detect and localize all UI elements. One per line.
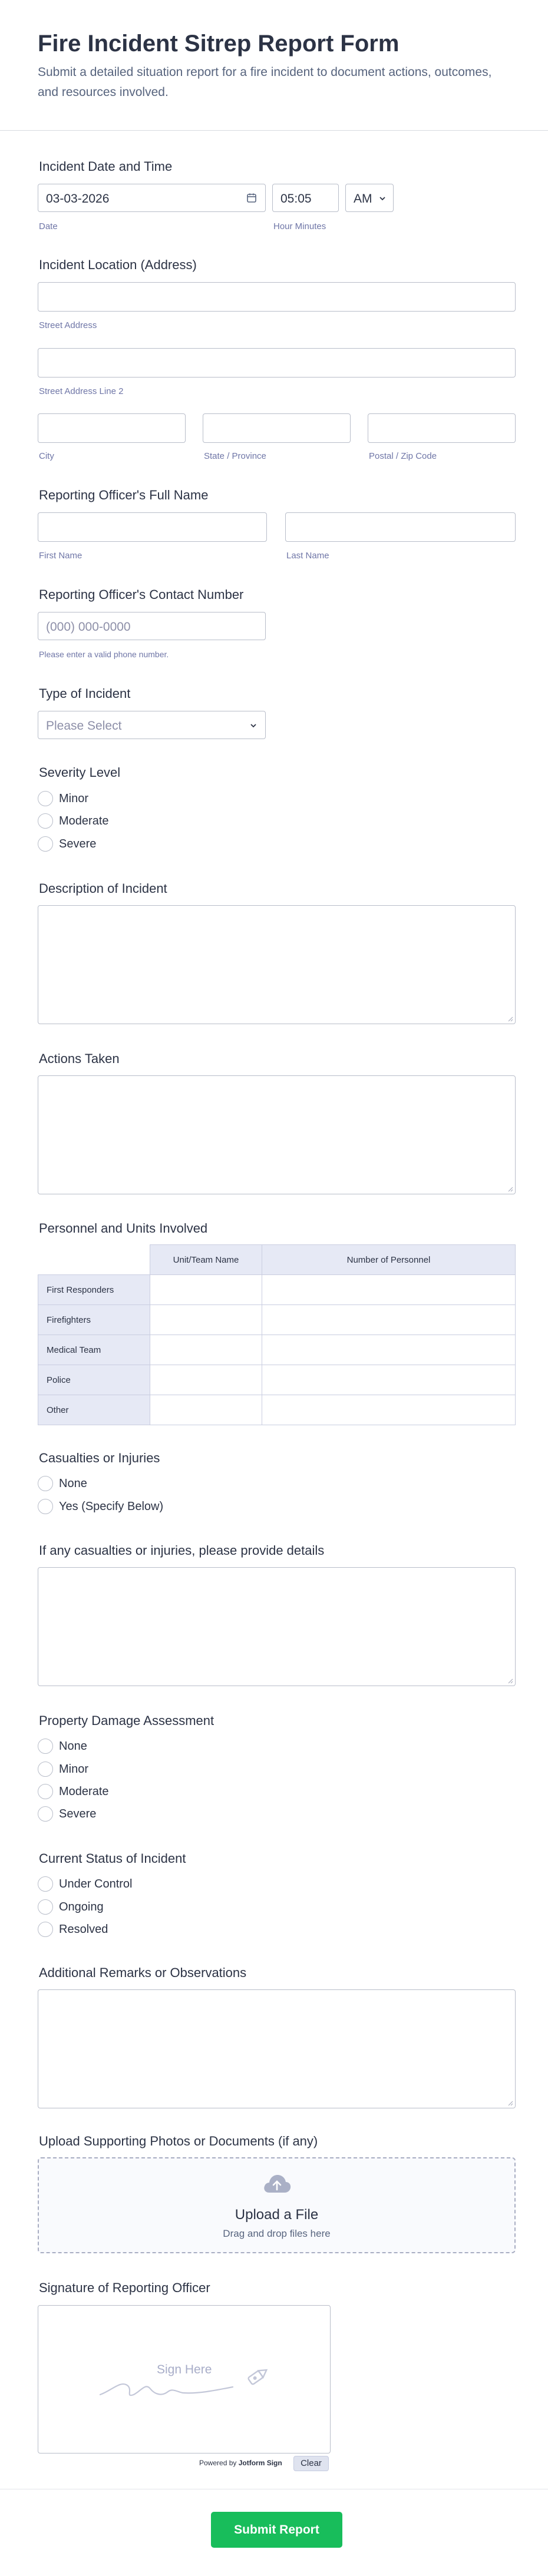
matrix-cell[interactable] — [262, 1365, 516, 1395]
radio-button[interactable] — [38, 1922, 53, 1937]
radio-button[interactable] — [38, 1784, 53, 1799]
officer-phone-label: Reporting Officer's Contact Number — [39, 587, 244, 602]
remarks-textarea[interactable] — [38, 1989, 516, 2108]
first-name-input[interactable] — [38, 512, 267, 542]
powered-by-text — [199, 2459, 282, 2467]
officer-name-label: Reporting Officer's Full Name — [39, 488, 209, 502]
matrix-row-header: Other — [38, 1395, 150, 1425]
matrix-cell[interactable] — [262, 1395, 516, 1425]
description-textarea[interactable] — [38, 905, 516, 1024]
street-address-input[interactable] — [38, 282, 516, 312]
city-sublabel: City — [39, 451, 54, 461]
casualty-details-textarea[interactable] — [38, 1567, 516, 1686]
table-row — [38, 1275, 516, 1305]
casualties-label: Casualties or Injuries — [39, 1451, 160, 1465]
time-sublabel: Hour Minutes — [273, 221, 326, 231]
radio-label: Ongoing — [59, 1900, 104, 1913]
radio-button[interactable] — [38, 1476, 53, 1491]
radio-label: None — [59, 1477, 87, 1490]
radio-button[interactable] — [38, 836, 53, 852]
matrix-cell[interactable] — [150, 1275, 262, 1305]
calendar-icon[interactable] — [246, 193, 257, 203]
table-row — [38, 1335, 516, 1365]
resize-handle-icon[interactable] — [507, 1016, 513, 1022]
radio-button[interactable] — [38, 1899, 53, 1915]
matrix-cell[interactable] — [262, 1305, 516, 1335]
chevron-down-icon — [250, 721, 257, 732]
phone-input[interactable] — [38, 612, 266, 640]
incident-type-select[interactable] — [38, 711, 266, 739]
radio-label: Severe — [59, 837, 97, 850]
description-label: Description of Incident — [39, 881, 167, 896]
matrix-row-header: Police — [38, 1365, 150, 1395]
remarks-label: Additional Remarks or Observations — [39, 1965, 247, 1980]
radio-label: Under Control — [59, 1878, 133, 1890]
matrix-corner — [38, 1245, 150, 1275]
radio-label: None — [59, 1740, 87, 1753]
time-input[interactable] — [272, 184, 339, 212]
date-input[interactable] — [38, 184, 266, 212]
radio-label: Yes (Specify Below) — [59, 1500, 164, 1513]
matrix-cell[interactable] — [262, 1335, 516, 1365]
time-value: 05:05 — [280, 192, 312, 206]
radio-label: Minor — [59, 1763, 89, 1776]
matrix-row-header: Medical Team — [38, 1335, 150, 1365]
actions-textarea[interactable] — [38, 1075, 516, 1194]
date-sublabel: Date — [39, 221, 58, 231]
last-name-input[interactable] — [285, 512, 516, 542]
signature-placeholder: Sign Here — [157, 2363, 212, 2376]
street-address-2-input[interactable] — [38, 348, 516, 378]
zip-input[interactable] — [368, 413, 516, 443]
resize-handle-icon[interactable] — [507, 1186, 513, 1192]
personnel-matrix — [38, 1244, 516, 1425]
form-header — [0, 0, 548, 131]
incident-type-label: Type of Incident — [39, 686, 131, 701]
matrix-column-header: Unit/Team Name — [150, 1245, 262, 1275]
date-value: 03-03-2026 — [46, 192, 110, 206]
matrix-row-header: Firefighters — [38, 1305, 150, 1335]
matrix-cell[interactable] — [150, 1305, 262, 1335]
powered-by-prefix: Powered by — [199, 2459, 239, 2467]
signature-label: Signature of Reporting Officer — [39, 2280, 210, 2295]
matrix-cell[interactable] — [150, 1365, 262, 1395]
powered-by-brand: Jotform Sign — [238, 2459, 282, 2467]
matrix-row-header: First Responders — [38, 1275, 150, 1305]
personnel-label: Personnel and Units Involved — [39, 1221, 208, 1236]
resize-handle-icon[interactable] — [507, 1678, 513, 1684]
upload-title: Upload a File — [235, 2207, 319, 2223]
city-input[interactable] — [38, 413, 186, 443]
resize-handle-icon[interactable] — [507, 2100, 513, 2106]
phone-sublabel: Please enter a valid phone number. — [39, 650, 169, 659]
table-row — [38, 1395, 516, 1425]
file-upload-dropzone[interactable] — [38, 2157, 516, 2253]
last-name-sublabel: Last Name — [286, 551, 329, 561]
severity-label: Severity Level — [39, 765, 121, 780]
radio-label: Moderate — [59, 814, 109, 827]
matrix-cell[interactable] — [262, 1275, 516, 1305]
radio-button[interactable] — [38, 1739, 53, 1754]
property-damage-label: Property Damage Assessment — [39, 1713, 214, 1728]
location-label: Incident Location (Address) — [39, 257, 197, 272]
matrix-cell[interactable] — [150, 1395, 262, 1425]
casualty-details-label: If any casualties or injuries, please provide details — [39, 1543, 325, 1558]
clear-signature-button[interactable]: Clear — [293, 2456, 329, 2471]
radio-button[interactable] — [38, 1876, 53, 1892]
radio-label: Minor — [59, 792, 89, 805]
incident-type-placeholder: Please Select — [46, 719, 122, 733]
zip-sublabel: Postal / Zip Code — [369, 451, 437, 461]
actions-label: Actions Taken — [39, 1051, 120, 1066]
incident-datetime-label: Incident Date and Time — [39, 159, 173, 174]
chevron-down-icon — [379, 194, 386, 205]
ampm-select[interactable] — [345, 184, 394, 212]
ampm-value: AM — [354, 192, 372, 206]
form-title: Fire Incident Sitrep Report Form — [38, 31, 400, 57]
street-address-sublabel: Street Address — [39, 320, 97, 330]
radio-button[interactable] — [38, 791, 53, 806]
first-name-sublabel: First Name — [39, 551, 82, 561]
current-status-label: Current Status of Incident — [39, 1851, 186, 1866]
state-sublabel: State / Province — [204, 451, 266, 461]
upload-label: Upload Supporting Photos or Documents (if any) — [39, 2134, 318, 2148]
matrix-column-header: Number of Personnel — [262, 1245, 516, 1275]
cloud-upload-icon — [262, 2173, 292, 2198]
radio-button[interactable] — [38, 1762, 53, 1777]
radio-button[interactable] — [38, 1499, 53, 1514]
submit-button[interactable]: Submit Report — [211, 2512, 342, 2548]
phone-placeholder: (000) 000-0000 — [46, 620, 131, 634]
state-input[interactable] — [203, 413, 351, 443]
matrix-cell[interactable] — [150, 1335, 262, 1365]
street-address-2-sublabel: Street Address Line 2 — [39, 386, 124, 396]
signature-pad[interactable] — [38, 2305, 331, 2454]
radio-button[interactable] — [38, 813, 53, 829]
radio-button[interactable] — [38, 1806, 53, 1822]
radio-label: Resolved — [59, 1923, 108, 1936]
upload-subtitle: Drag and drop files here — [223, 2228, 331, 2239]
table-row — [38, 1365, 516, 1395]
form-subtitle: Submit a detailed situation report for a fire incident to document actions, outcomes, and resources involved. — [38, 65, 492, 99]
radio-label: Severe — [59, 1807, 97, 1820]
table-row — [38, 1305, 516, 1335]
radio-label: Moderate — [59, 1785, 109, 1798]
